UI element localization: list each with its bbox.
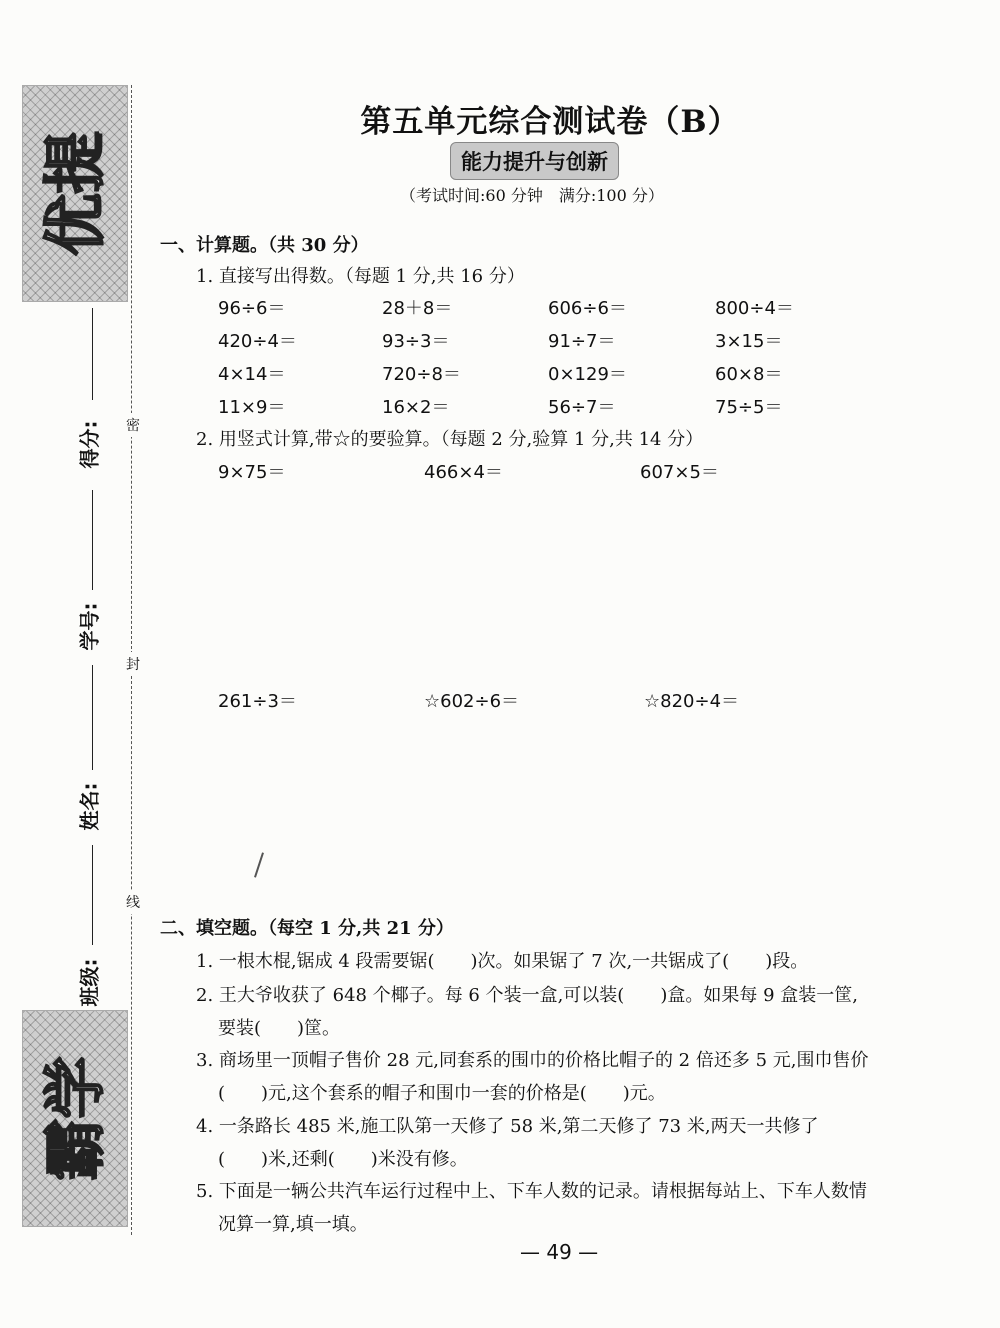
bottom-badge — [22, 1010, 128, 1227]
q2-expr: 607×5＝ — [640, 462, 719, 483]
q1-expr: 60×8＝ — [715, 364, 783, 385]
fill-item: 5. 下面是一辆公共汽车运行过程中上、下车人数的记录。请根据每站上、下车人数情 — [196, 1181, 867, 1202]
q2-expr: 466×4＝ — [424, 462, 503, 483]
student-id-line — [92, 490, 93, 590]
fill-item: 况算一算,填一填。 — [218, 1214, 368, 1235]
seal-char-mi: 密 — [126, 413, 140, 437]
fill-item: 3. 商场里一顶帽子售价 28 元,同套系的围巾的价格比帽子的 2 倍还多 5 元,围巾售价 — [196, 1050, 869, 1071]
bottom-badge-text: 学 霸 — [38, 1056, 112, 1181]
section1-heading: 一、计算题。（共 30 分） — [160, 235, 369, 256]
student-id-label: 学号: — [77, 602, 102, 651]
q1-expr: 16×2＝ — [382, 397, 450, 418]
q1-expr: 4×14＝ — [218, 364, 286, 385]
score-line — [92, 308, 93, 400]
class-line — [92, 845, 93, 945]
subtitle-badge: 能力提升与创新 — [450, 142, 619, 180]
score-label: 得分: — [77, 420, 102, 469]
name-label: 姓名: — [77, 782, 102, 831]
q1-label: 1. 直接写出得数。（每题 1 分,共 16 分） — [196, 266, 525, 287]
q2-expr: ☆820÷4＝ — [644, 691, 740, 712]
q1-expr: 3×15＝ — [715, 331, 783, 352]
q1-expr: 75÷5＝ — [715, 397, 783, 418]
pen-mark — [254, 852, 264, 877]
top-badge-text: 提 优 — [38, 131, 112, 256]
q1-expr: 800÷4＝ — [715, 298, 794, 319]
fill-item: 要装( )筐。 — [218, 1018, 341, 1039]
q1-expr: 11×9＝ — [218, 397, 286, 418]
q1-expr: 56÷7＝ — [548, 397, 616, 418]
section2-heading: 二、填空题。（每空 1 分,共 21 分） — [160, 918, 454, 939]
seal-char-feng: 封 — [126, 652, 140, 676]
q2-label: 2. 用竖式计算,带☆的要验算。（每题 2 分,验算 1 分,共 14 分） — [196, 429, 704, 450]
page-title: 第五单元综合测试卷（B） — [360, 104, 740, 140]
fill-item: 2. 王大爷收获了 648 个椰子。每 6 个装一盒,可以装( )盒。如果每 9 盒装一筐, — [196, 985, 858, 1006]
page-number: — 49 — — [520, 1240, 599, 1264]
q1-expr: 606÷6＝ — [548, 298, 627, 319]
fill-item: ( )米,还剩( )米没有修。 — [218, 1149, 468, 1170]
seal-char-xian: 线 — [126, 890, 140, 914]
fill-item: 1. 一根木棍,锯成 4 段需要锯( )次。如果锯了 7 次,一共锯成了( )段。 — [196, 951, 809, 972]
q1-expr: 0×129＝ — [548, 364, 627, 385]
q1-expr: 96÷6＝ — [218, 298, 286, 319]
q2-expr: ☆602÷6＝ — [424, 691, 520, 712]
q2-expr: 261÷3＝ — [218, 691, 297, 712]
q1-expr: 420÷4＝ — [218, 331, 297, 352]
q1-expr: 91÷7＝ — [548, 331, 616, 352]
q2-expr: 9×75＝ — [218, 462, 286, 483]
q1-expr: 93÷3＝ — [382, 331, 450, 352]
q1-expr: 720÷8＝ — [382, 364, 461, 385]
name-line — [92, 665, 93, 770]
q1-expr: 28＋8＝ — [382, 298, 453, 319]
fill-item: 4. 一条路长 485 米,施工队第一天修了 58 米,第二天修了 73 米,两天一共修了 — [196, 1116, 819, 1137]
fill-item: ( )元,这个套系的帽子和围巾一套的价格是( )元。 — [218, 1083, 666, 1104]
class-label: 班级: — [77, 958, 102, 1007]
exam-info: （考试时间:60 分钟 满分:100 分） — [400, 186, 664, 205]
